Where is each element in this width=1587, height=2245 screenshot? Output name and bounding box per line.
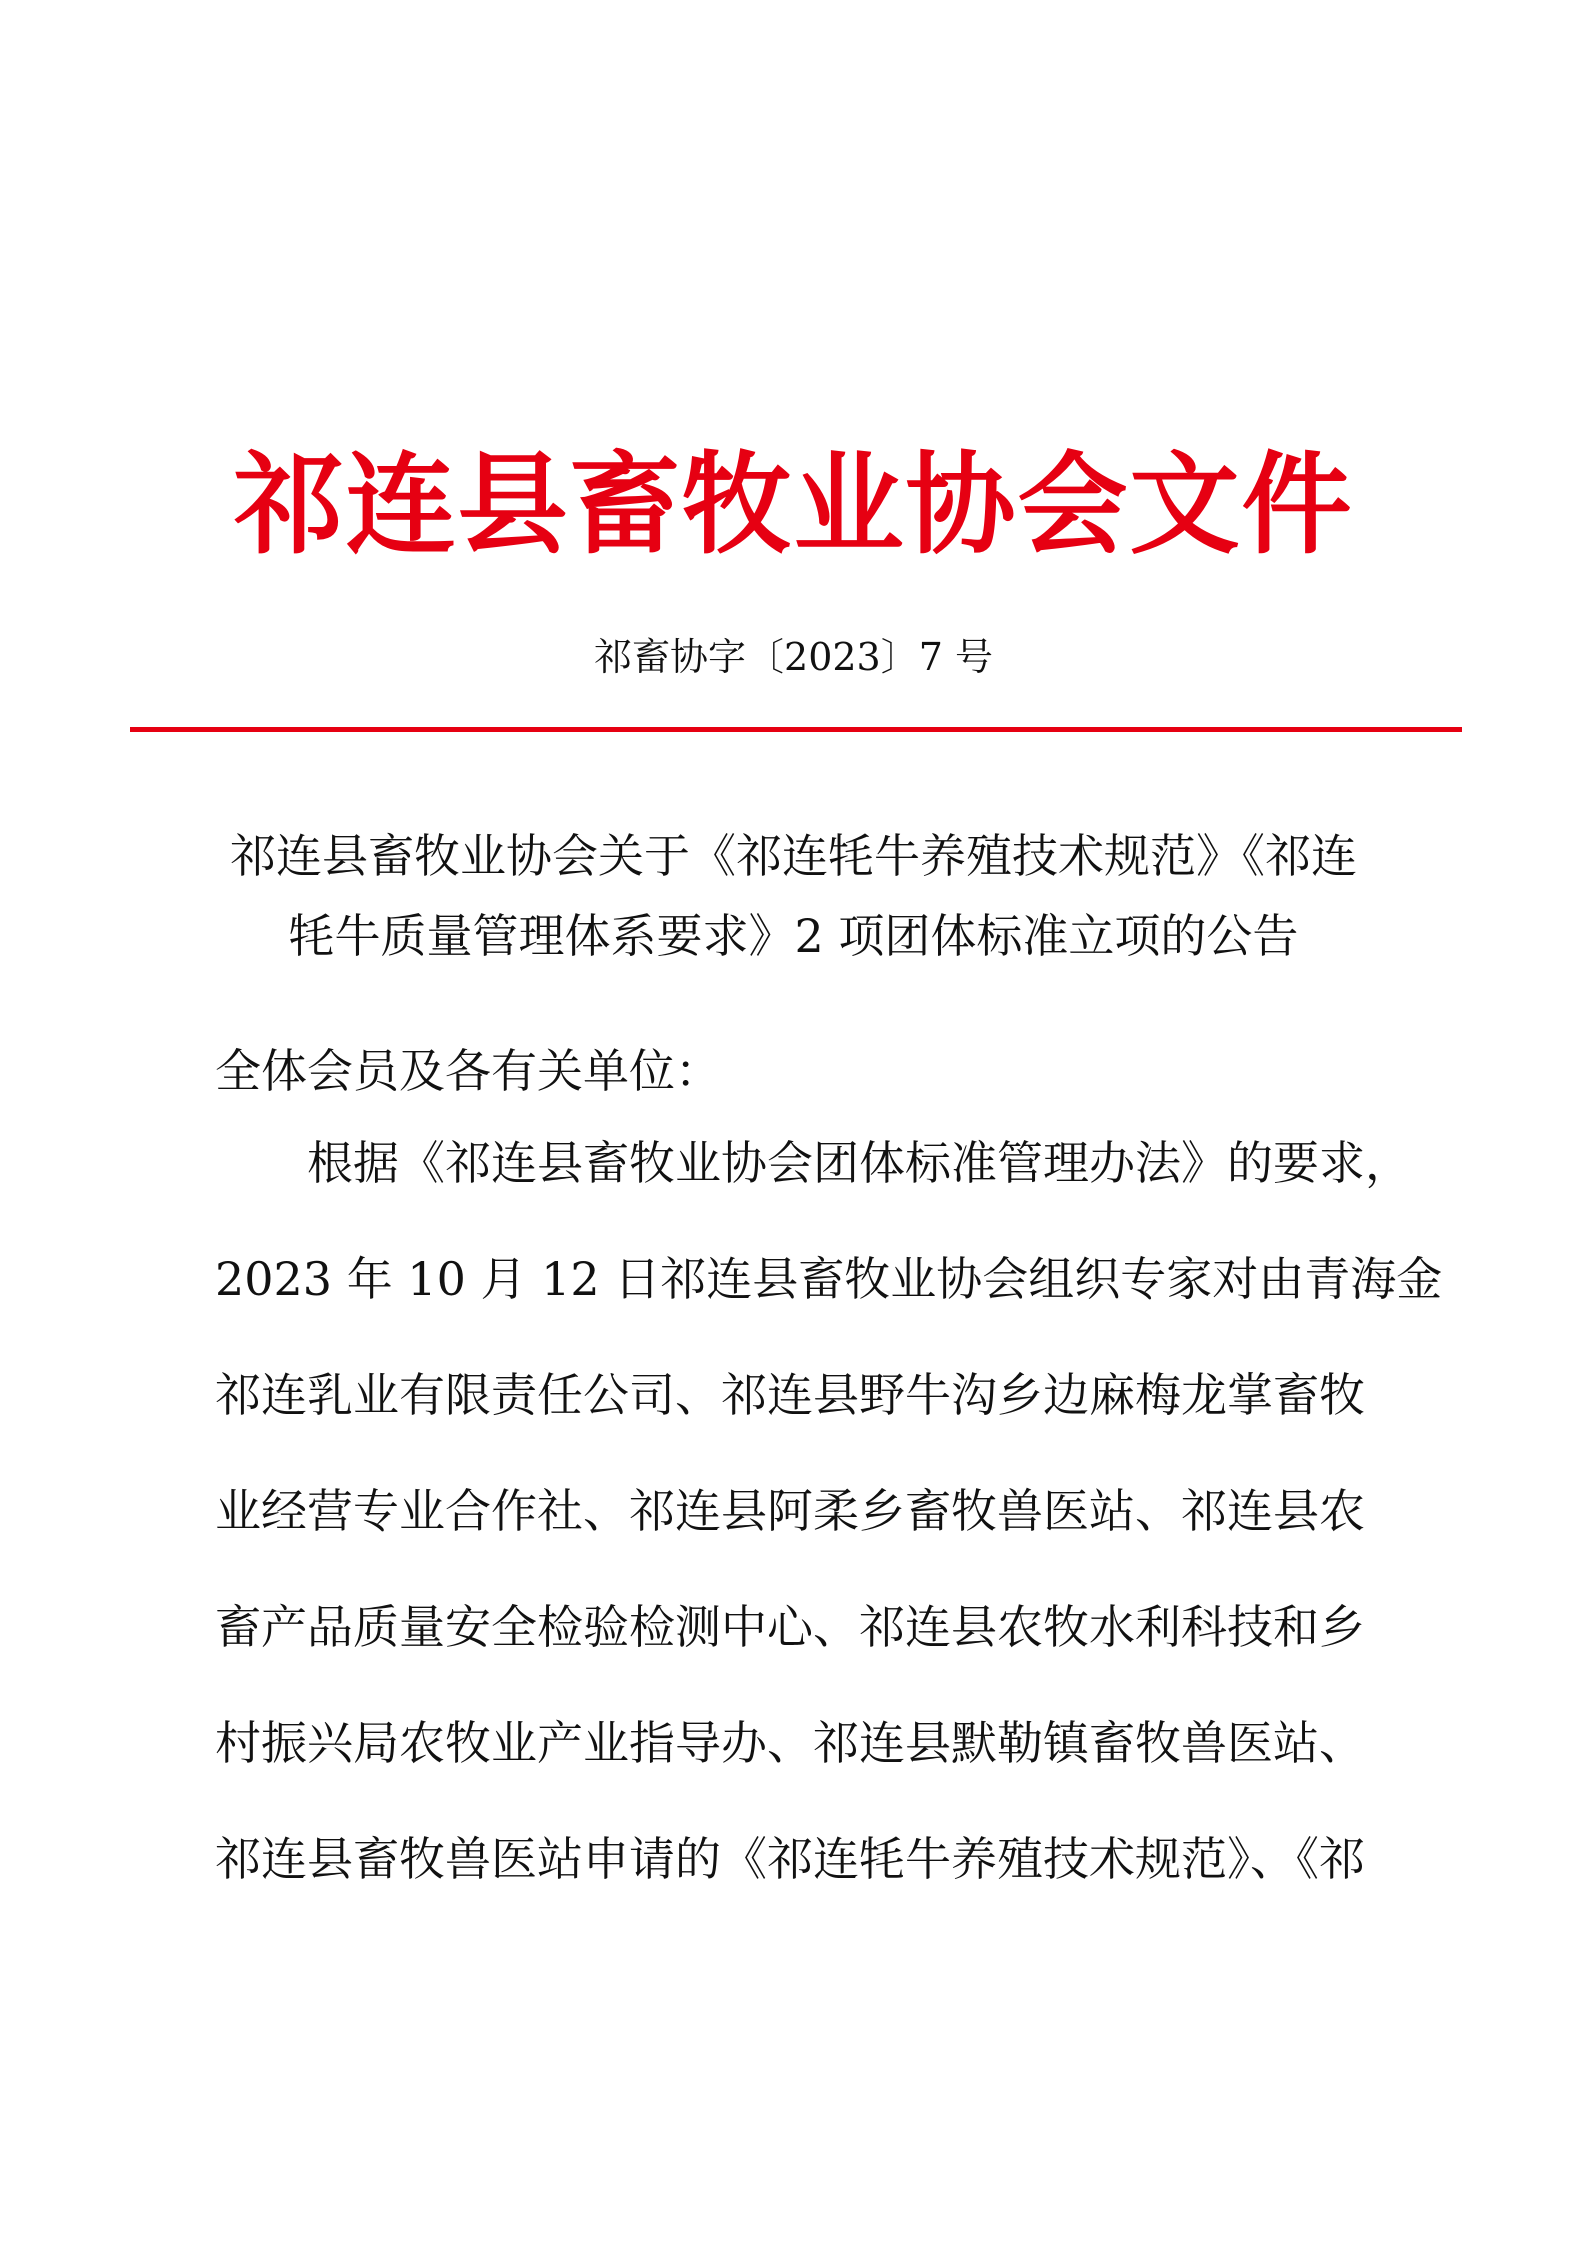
notice-title-line: 祁连县畜牧业协会关于《祁连牦牛养殖技术规范》《祁连 [230,829,1357,883]
salutation: 全体会员及各有关单位： [215,1044,721,1098]
document-number: 祁畜协字〔2023〕7 号 [594,635,993,679]
body-paragraph [215,1128,1443,1940]
notice-title [200,816,1387,976]
org-document-header: 祁连县畜牧业协会文件 [233,441,1354,569]
red-divider-rule [130,727,1462,732]
notice-title-line: 牦牛质量管理体系要求》2 项团体标准立项的公告 [288,909,1299,963]
body-line: 畜产品质量安全检验检测中心、祁连县农牧水利科技和乡 [215,1600,1365,1654]
body-line: 祁连乳业有限责任公司、祁连县野牛沟乡边麻梅龙掌畜牧 [215,1368,1365,1422]
body-line: 2023 年 10 月 12 日祁连县畜牧业协会组织专家对由青海金 [215,1252,1443,1306]
body-line: 祁连县畜牧兽医站申请的《祁连牦牛养殖技术规范》、《祁 [215,1832,1365,1886]
body-line: 业经营专业合作社、祁连县阿柔乡畜牧兽医站、祁连县农 [215,1484,1365,1538]
body-line: 根据《祁连县畜牧业协会团体标准管理办法》的要求， [215,1136,1411,1190]
body-line: 村振兴局农牧业产业指导办、祁连县默勒镇畜牧兽医站、 [215,1716,1365,1770]
